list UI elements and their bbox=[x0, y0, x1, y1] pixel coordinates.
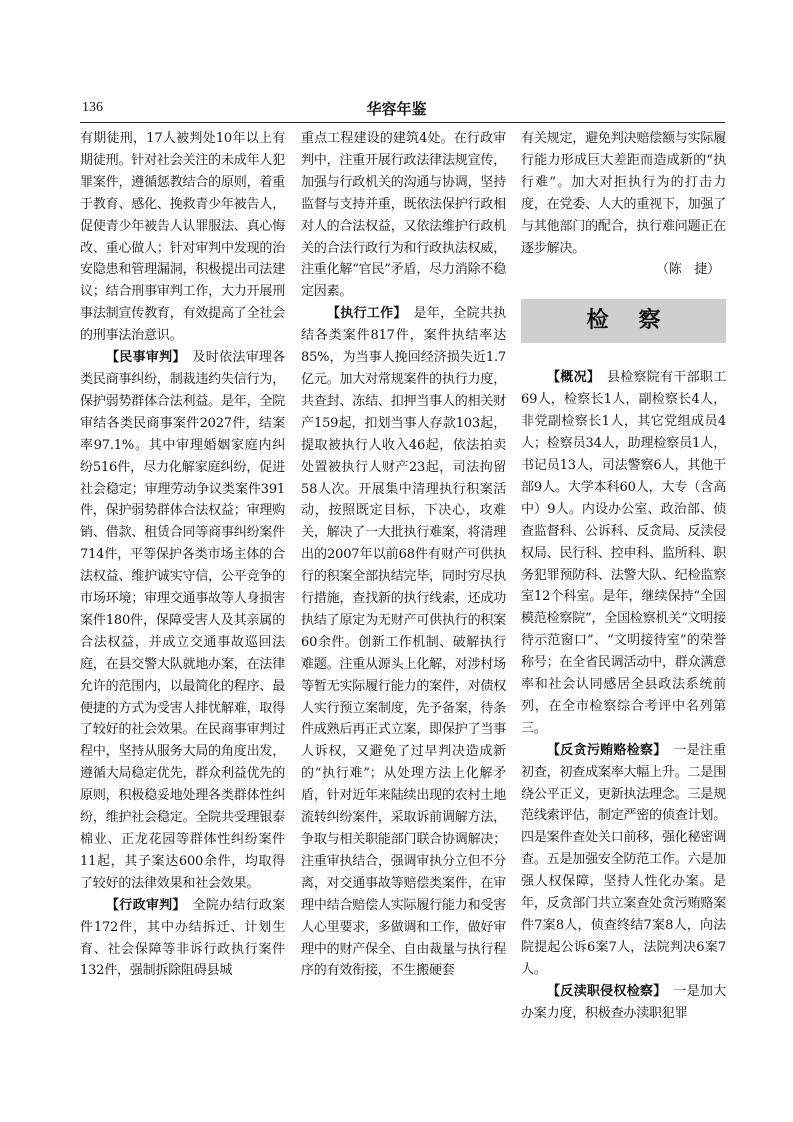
section-heading: 【执行工作】 bbox=[327, 306, 401, 322]
paragraph-civil-trial bbox=[80, 347, 285, 895]
paragraph-body: 县检察院有干部职工69人，检察长1人，副检察长4人，非党副检察长1人，其它党组成员4人；检察员34人，助理检察员1人，书记员13人，司法警察6人，其他干部9人。大学本科60人，大专（含高中）9人。内设办公室、政治部、侦查监督科、公诉科、反贪局、反渎侵权局、民行科、控申科、监所科、职务犯罪预防科、法警大队、纪检监察室12个科室。是年，继续保持“全国模范检察院”，全国检察机关“文明接待示范窗口”、“文明接待室”的荣誉称号；在全省民调活动中，群众满意率和社会认同感居全县政法系统前列，在全市检察综合考评中名列第三。 bbox=[521, 370, 727, 736]
paragraph: 有关规定，避免判决赔偿额与实际履行能力形成巨大差距而造成新的“执行难”。加大对拒执行为的打击力度，在党委、人大的重视下，加强了与其他部门的配合，执行难问题正在逐步解决。 bbox=[521, 131, 726, 256]
page-header bbox=[0, 0, 793, 120]
paragraph: 重点工程建设的建筑4处。在行政审判中，注重开展行政法律法规宣传，加强与行政机关的沟通与协调，坚持监督与支持并重，既依法保护行政相对人的合法权益，又依法维护行政机关的合法行政行为和行政执法权威，注重化解“官民”矛盾，尽力消除不稳定因素。 bbox=[301, 131, 506, 300]
section-banner bbox=[521, 299, 726, 343]
paragraph-body: 全院办结行政案件172件，其中办结拆迁、计划生育、社会保障等非诉行政执行案件132件，强制拆除阻碍县城 bbox=[80, 897, 285, 979]
paragraph-body: 是年，全院共执结各类案件817件，案件执结率达85%，为当事人挽回经济损失近1.7亿元。加大对常规案件的执行力度，共查封、冻结、扣押当事人的相关财产159起，扣划当事人存款103起，提取被执行人收入46起，依法拍卖处置被执行人财产23起，司法拘留58人次。开展集中清理执行积案活动，按照既定目标，下决心，攻难关，解决了一大批执行难案，将清理出的2007年以前68件有财产可供执行的积案全部执结完毕，同时穷尽执行措施，查找新的执行线索，还成功执结了原定为无财产可供执行的积案60余件。创新工作机制、破解执行难题。注重从源头上化解，对涉村场等暂无实际履行能力的案件，对债权人实行预立案制度，先予备案，待条件成熟后再正式立案，即保护了当事人诉权，又避免了过早判决造成新的“执行难”；从处理方法上化解矛盾，针对近年来陆续出现的农村土地流转纠纷案件，采取诉前调解方法，争取与相关职能部门联合协调解决；注重审执结合，强调审执分立但不分离，对交通事故等赔偿类案件，在审理中结合赔偿人实际履行能力和受害人心里要求，多做调和工作，做好审理中的财产保全、自由裁量与执行程序的有效衔接，不生搬硬套 bbox=[301, 306, 506, 979]
author-signature: （陈 捷） bbox=[655, 262, 720, 278]
text-column-3 bbox=[521, 128, 726, 1025]
text-column-2 bbox=[301, 128, 506, 982]
section-heading: 【概况】 bbox=[547, 370, 594, 386]
paragraph-overview bbox=[521, 367, 726, 739]
section-heading: 【反渎职侵权检察】 bbox=[547, 983, 661, 999]
text-column-1 bbox=[80, 128, 285, 982]
section-heading: 【行政审判】 bbox=[106, 897, 180, 913]
page-number: 136 bbox=[82, 100, 103, 115]
paragraph-body: 一是加大办案力度，积极查办渎职犯罪 bbox=[521, 983, 727, 1021]
header-rule bbox=[80, 122, 725, 123]
paragraph-anti-corruption bbox=[521, 740, 726, 981]
section-title: 检察 bbox=[586, 308, 691, 334]
paragraph-administrative-trial bbox=[80, 895, 285, 983]
paragraph-body: 及时依法审理各类民商事纠纷，制裁违约失信行为，保护弱势群体合法利益。是年，全院审结各类民商事案件2027件，结案率97.1%。其中审理婚姻家庭内纠纷516件，尽力化解家庭纠纷，促进社会稳定；审理劳动争议类案件391件，保护弱势群体合法权益；审理购销、借款、租赁合同等商事纠纷案件714件，平等保护各类市场主体的合法权益、维护诚实守信，公平竞争的市场环境；审理交通事故等人身损害案件180件，保障受害人及其亲属的合法权益，并成立交通事故巡回法庭，在县交警大队就地办案，在法律允许的范围内，以最简化的程序、最便捷的方式为受害人排忧解难，取得了较好的社会效果。在民商事审判过程中，坚持从服务大局的角度出发，遵循大局稳定优先，群众利益优先的原则，积极稳妥地处理各类群体性纠纷，维护社会稳定。全院共受理银泰棉业、正龙花园等群体性纠纷案件11起，其子案达600余件，均取得了较好的法律效果和社会效果。 bbox=[80, 350, 285, 891]
paragraph: 有期徒刑，17人被判处10年以上有期徒刑。针对社会关注的未成年人犯罪案件，遵循惩教结合的原则，着重于教育、感化、挽救青少年被告人，促使青少年被告人认罪服法、真心悔改、重心做人；针对审判中发现的治安隐患和管理漏洞，积极提出司法建议；结合刑事审判工作，大力开展刑事法制宣传教育，有效提高了全社会的刑事法治意识。 bbox=[80, 131, 285, 344]
section-heading: 【反贪污贿赂检察】 bbox=[547, 742, 661, 758]
running-title: 华容年鉴 bbox=[366, 100, 427, 118]
section-heading: 【民事审判】 bbox=[106, 350, 180, 366]
paragraph-body: 一是注重初查，初查成案率大幅上升。二是围绕公平正义，更新执法理念。三是规范线索评估，制定严密的侦查计划。四是案件查处关口前移，强化秘密调查。五是加强安全防范工作。六是加强人权保障，坚持人性化办案。是年，反贪部门共立案查处贪污贿赂案件7案8人，侦查终结7案8人，向法院提起公诉6案7人，法院判决6案7人。 bbox=[521, 742, 727, 977]
paragraph-anti-malfeasance bbox=[521, 981, 726, 1025]
paragraph-enforcement bbox=[301, 303, 506, 982]
